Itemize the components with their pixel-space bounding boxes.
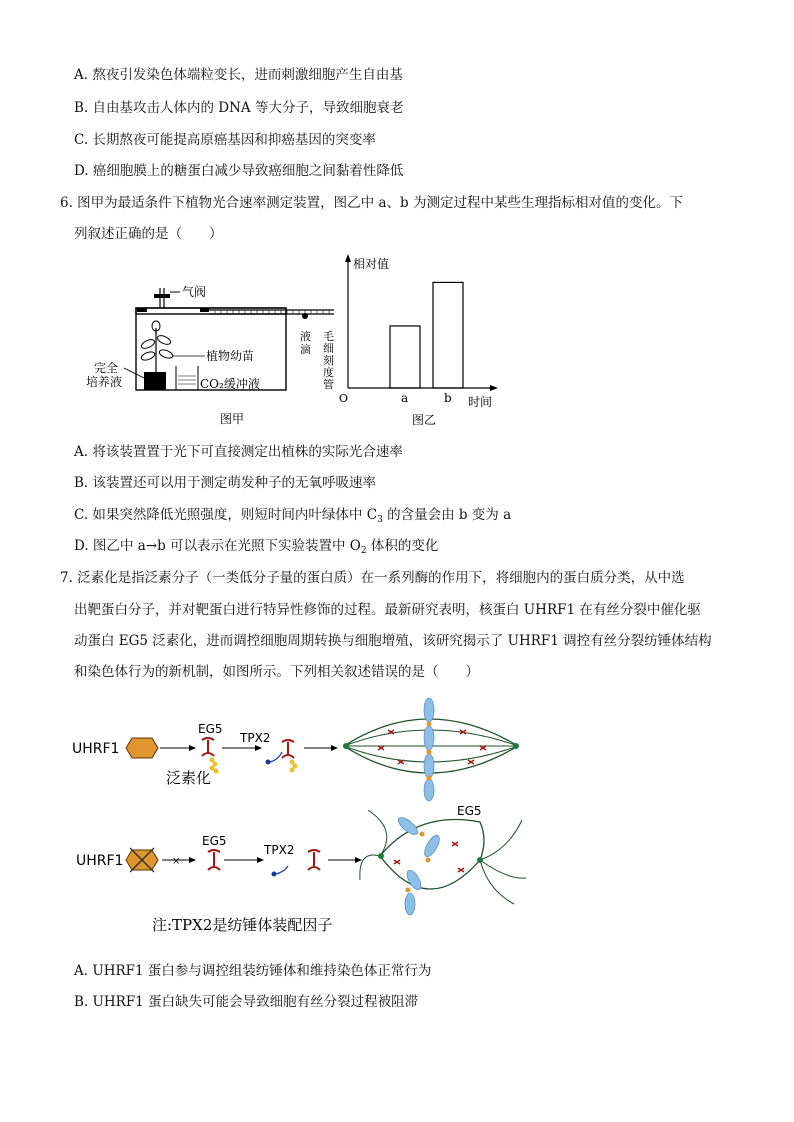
eg5-bottom-label: EG5	[202, 834, 227, 848]
arrow-icon	[189, 745, 196, 751]
culture-label-1: 完全	[94, 361, 119, 375]
y-axis-arrow-icon	[345, 254, 351, 262]
eg5-protein-unmodified-icon	[208, 850, 220, 870]
tpx2-top-label: TPX2	[240, 731, 271, 745]
abnormal-spindle-icon	[360, 810, 526, 915]
plant-seedling-icon	[140, 321, 174, 390]
uhrf1-hexagon-icon	[126, 738, 158, 758]
x-axis-label: 时间	[468, 395, 493, 409]
x-axis-arrow-icon	[490, 385, 498, 391]
q5-option-c: C. 长期熬夜可能提高原癌基因和抑癌基因的突变率	[74, 132, 376, 148]
q6-stem-line2: 列叙述正确的是（ ）	[74, 226, 223, 242]
y-axis-label: 相对值	[353, 257, 390, 271]
q5-option-a: A. 熬夜引发染色体端粒变长，进而刺激细胞产生自由基	[74, 67, 403, 83]
drop-label-2: 滴	[300, 343, 311, 356]
q6-option-c-sub: 3	[377, 515, 383, 525]
fig-jia-caption: 图甲	[220, 412, 245, 426]
arrow-icon	[355, 857, 362, 863]
q7-stem-line2: 出靶蛋白分子，并对靶蛋白进行特异性修饰的过程。最新研究表明，核蛋白 UHRF1 在有丝分裂中催化驱	[74, 602, 701, 618]
tick-label-b: b	[444, 391, 452, 405]
tube-label-3: 刻	[323, 354, 334, 367]
q6-option-c-text: C. 如果突然降低光照强度，则短时间内叶绿体中 C	[74, 507, 378, 523]
eg5-right-label: EG5	[457, 804, 482, 818]
q7-stem-line1: 7. 泛素化是指泛素分子（一类低分子量的蛋白质）在一系列酶的作用下，将细胞内的蛋白质分类，从中选	[60, 570, 685, 586]
blocked-mark: ×	[172, 856, 181, 867]
uhrf1-bottom-label: UHRF1	[76, 853, 124, 869]
fig-yi-caption: 图乙	[412, 413, 437, 427]
arrow-icon	[189, 857, 196, 863]
co2-buffer-beaker-icon	[176, 366, 198, 390]
tube-label-2: 细	[323, 342, 334, 355]
tube-label-5: 管	[323, 378, 334, 391]
q6-stem-line1: 6. 图甲为最适条件下植物光合速率测定装置，图乙中 a、b 为测定过程中某些生理指标相对值的变化。下	[60, 195, 683, 211]
arrow-icon	[255, 745, 262, 751]
q6-option-b: B. 该装置还可以用于测定萌发种子的无氧呼吸速率	[74, 475, 377, 491]
figure-jia	[80, 280, 340, 430]
tpx2-bottom-label: TPX2	[264, 843, 295, 857]
q6-option-c	[74, 506, 511, 529]
valve-label: 气阀	[182, 285, 207, 299]
q6-option-d-text: D. 图乙中 a→b 可以表示在光照下实验装置中 O	[74, 538, 361, 554]
tick-label-a: a	[401, 391, 409, 405]
eg5-top-label: EG5	[198, 722, 223, 736]
eg5-protein-icon	[202, 738, 214, 756]
liquid-drop-icon	[302, 313, 308, 319]
plant-label: 植物幼苗	[206, 349, 255, 363]
q7-stem-line3: 动蛋白 EG5 泛素化，进而调控细胞周期转换与细胞增殖，该研究揭示了 UHRF1 调控有丝分裂纺锤体结构	[74, 633, 712, 649]
valve-icon	[154, 294, 170, 298]
q6-option-a: A. 将该装置置于光下可直接测定出植株的实际光合速率	[74, 444, 403, 460]
bar-b	[433, 282, 463, 388]
uhrf1-top-label: UHRF1	[72, 741, 120, 757]
arrow-icon	[257, 857, 264, 863]
q6-option-d-tail: 体积的变化	[366, 538, 439, 554]
bar-a	[390, 326, 420, 388]
tube-label-1: 毛	[323, 330, 334, 343]
q7-option-b: B. UHRF1 蛋白缺失可能会导致细胞有丝分裂过程被阻滞	[74, 994, 419, 1010]
ubiquitination-label: 泛素化	[166, 769, 212, 787]
uhrf1-figure	[68, 690, 538, 938]
q5-option-b: B. 自由基攻击人体内的 DNA 等大分子，导致细胞衰老	[74, 100, 404, 116]
figure-yi-chart	[336, 252, 506, 430]
uhrf1-inactive-hexagon-icon	[126, 848, 158, 872]
q6-option-d	[74, 537, 438, 560]
q7-option-a: A. UHRF1 蛋白参与调控组装纺锤体和维持染色体正常行为	[74, 963, 432, 979]
q6-option-d-sub: 2	[360, 546, 367, 556]
normal-spindle-icon	[343, 698, 519, 801]
arrow-icon	[331, 745, 338, 751]
q7-stem-line4: 和染色体行为的新机制，如图所示。下列相关叙述错误的是（ ）	[74, 664, 479, 680]
figure-note: 注:TPX2是纺锤体装配因子	[152, 916, 333, 934]
tube-label-4: 度	[323, 366, 334, 379]
q6-option-c-tail: 的含量会由 b 变为 a	[382, 507, 512, 523]
eg5-free-icon	[308, 850, 320, 870]
q5-option-d: D. 癌细胞膜上的糖蛋白减少导致癌细胞之间黏着性降低	[74, 163, 404, 179]
culture-label-2: 培养液	[86, 375, 123, 389]
origin-label: O	[339, 392, 349, 405]
co2-label: CO₂缓冲液	[200, 377, 260, 391]
tpx2-separate-icon	[272, 866, 289, 877]
drop-label-1: 液	[300, 330, 311, 343]
